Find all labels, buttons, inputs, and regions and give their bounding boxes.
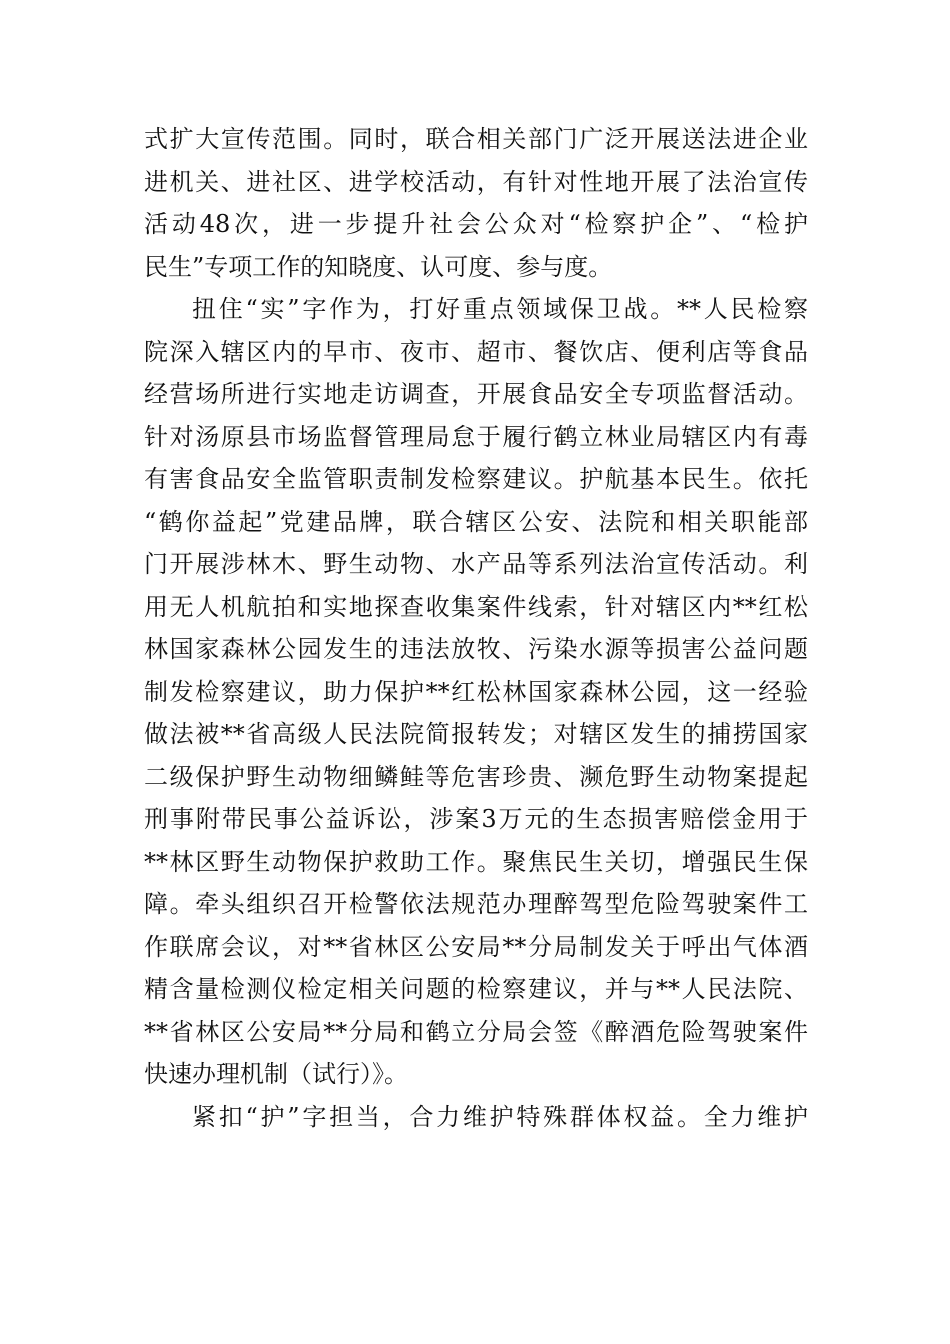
text-line: 院深入辖区内的早市、夜市、超市、餐饮店、便利店等食品 (144, 337, 808, 366)
text-line: 式扩大宣传范围。同时，联合相关部门广泛开展送法进企业 (144, 125, 808, 153)
text-line: 用无人机航拍和实地探查收集案件线索，针对辖区内**红松 (144, 592, 808, 621)
text-line: 针对汤原县市场监督管理局怠于履行鹤立林业局辖区内有毒 (144, 422, 808, 451)
text-line: 精含量检测仪检定相关问题的检察建议，并与**人民法院、 (144, 975, 808, 1003)
text-line: **林区野生动物保护救助工作。聚焦民生关切，增强民生保 (144, 847, 808, 876)
text-line: **省林区公安局**分局和鹤立分局会签《醉酒危险驾驶案件 (144, 1017, 808, 1046)
text-line: 有害食品安全监管职责制发检察建议。护航基本民生。依托 (144, 465, 808, 493)
text-line: 做法被**省高级人民法院简报转发；对辖区发生的捕捞国家 (144, 720, 808, 748)
document-body (144, 118, 808, 1138)
text-line: 林国家森林公园发生的违法放牧、污染水源等损害公益问题 (144, 635, 808, 663)
text-line: 紧扣“护”字担当，合力维护特殊群体权益。全力维护 (192, 1102, 808, 1131)
paragraph (144, 1096, 808, 1139)
text-line: 作联席会议，对**省林区公安局**分局制发关于呼出气体酒 (144, 932, 808, 961)
text-line: 民生”专项工作的知晓度、认可度、参与度。 (144, 252, 613, 281)
text-line: 进机关、进社区、进学校活动，有针对性地开展了法治宣传 (144, 167, 808, 196)
paragraph (144, 288, 808, 1096)
text-line: 快速办理机制（试行）》。 (144, 1060, 408, 1088)
text-line: 扭住“实”字作为，打好重点领域保卫战。**人民检察 (192, 295, 808, 323)
text-line: 制发检察建议，助力保护**红松林国家森林公园，这一经验 (144, 677, 808, 706)
text-line: 刑事附带民事公益诉讼，涉案3万元的生态损害赔偿金用于 (144, 805, 808, 833)
text-line: 门开展涉林木、野生动物、水产品等系列法治宣传活动。利 (144, 550, 808, 578)
paragraph (144, 118, 808, 288)
text-line: “鹤你益起”党建品牌，联合辖区公安、法院和相关职能部 (144, 507, 808, 536)
text-line: 经营场所进行实地走访调查，开展食品安全专项监督活动。 (144, 380, 808, 408)
text-line: 活动48次，进一步提升社会公众对“检察护企”、“检护 (144, 210, 808, 238)
text-line: 障。牵头组织召开检警依法规范办理醉驾型危险驾驶案件工 (144, 890, 808, 918)
text-line: 二级保护野生动物细鳞鲑等危害珍贵、濒危野生动物案提起 (144, 762, 808, 791)
